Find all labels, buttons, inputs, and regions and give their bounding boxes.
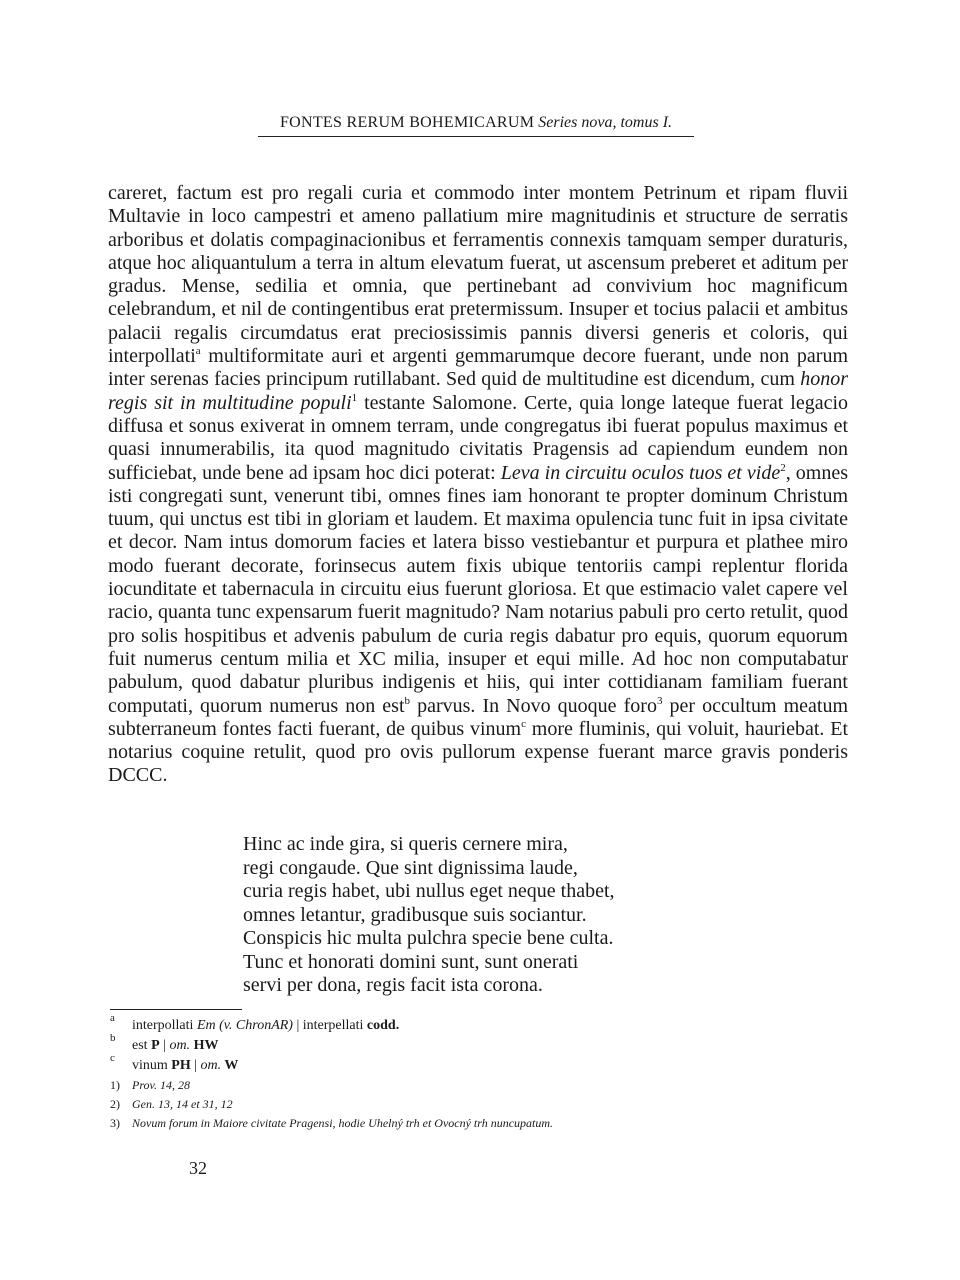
note-siglum: P [151, 1038, 160, 1053]
text-segment-2: multiformitate auri et argenti gemmarumque decore fuerant, unde non parum inter serenas facies principum rutillabant. Sed quid de multitudine est dicendum, cum [108, 345, 848, 391]
note-mark: 2) [110, 1097, 120, 1111]
footnote-divider [110, 1009, 242, 1010]
note-text: interpollati [132, 1018, 197, 1033]
quotation-2: Leva in circuitu oculos tuos et vide [500, 461, 781, 484]
main-paragraph [108, 182, 848, 788]
verse-line: servi per dona, regis facit ista corona. [243, 974, 543, 996]
apparatus-note-a [110, 1012, 850, 1036]
verse-line: regi congaude. Que sint dignissima laude, [243, 856, 578, 879]
verse-line: Conspicis hic multa pulchra specie bene culta. [243, 927, 614, 949]
note-ref-c: c [521, 717, 526, 730]
text-segment-6: per occultum meatum subterraneum fontes facti fuerant, de quibus vinum [108, 694, 849, 740]
note-text: | interpellati [292, 1018, 367, 1033]
note-mark: c [110, 1052, 115, 1064]
note-italic: Prov. 14, 28 [132, 1078, 190, 1092]
note-siglum: W [221, 1058, 239, 1073]
text-segment-4: , omnes isti congregati sunt, venerunt tibi, omnes fines iam honorant te propter dominum Christum tuum, qui unctus est tibi in gloriam et laudem. Et maxima opulencia tunc fuit in ipsa civitate et decor. Nam intus domorum facies et latera bisso vestiebantur et purpura et plathee miro modo fuerant decorate, forinsecus autem fixis ubique tentoriis campi replentur florida iocunditate et tabernacula in circuitu eius fuerunt gloriosa. Et que estimacio valet capere vel racio, quanta tunc expensarum fuerit magnitudo? Nam notarius pabuli pro certo retulit, quod pro solis hospitibus et advenis pabulum de curia regis dabatur pro equis, quorum equorum fuit numerus centum milia et XC milia, insuper et equi mille. Ad hoc non computabatur pabulum, quod dabatur pluribus indigenis et hiis, qui inter cottidianam familiam fuerant computati, quorum numerus non est [108, 461, 849, 717]
note-italic: Gen. 13, 14 et 31, 12 [132, 1097, 233, 1111]
note-italic: om. [200, 1058, 222, 1073]
note-text: est [132, 1038, 152, 1053]
text-segment-5: parvus. In Novo quoque foro [410, 694, 657, 717]
verse-line: Hinc ac inde gira, si queris cernere mira, [243, 833, 568, 855]
note-ref-a: a [195, 345, 201, 358]
text-segment-3: testante Salomone. Certe, quia longe lateque fuerat legacio diffusa et sonus exiverat in omnem terram, unde congregatus ibi fuerat populus maximus et quasi innumerabilis, ita quod magnitudo civitatis Pragensis ad capiendum eundem non sufficiebat, unde bene ad ipsam hoc dici poterat: [108, 391, 849, 484]
note-ref-b: b [404, 694, 411, 707]
source-note-3 [110, 1114, 850, 1133]
note-text: | [190, 1058, 201, 1073]
apparatus-note-c [110, 1052, 850, 1076]
apparatus-note-b [110, 1032, 850, 1056]
source-note-1 [110, 1076, 850, 1095]
note-mark: a [110, 1012, 115, 1024]
source-note-2 [110, 1095, 850, 1114]
note-siglum: PH [171, 1058, 191, 1073]
header-series: Series nova, tomus I. [538, 114, 673, 131]
note-ref-2: 2 [780, 461, 786, 474]
verse-line: omnes letantur, gradibusque suis sociantur. [243, 903, 587, 926]
note-italic: om. [169, 1038, 191, 1053]
verse-line: curia regis habet, ubi nullus eget neque thabet, [243, 880, 615, 902]
note-text: | [159, 1038, 170, 1053]
note-ref-3: 3 [656, 694, 663, 707]
note-italic: Novum forum in Maiore civitate Pragensi, hodie Uhelný trh et Ovocný trh nuncupatum. [132, 1116, 554, 1130]
quotation-1: honor regis sit in multitudine populi [108, 368, 848, 414]
note-text: vinum [132, 1058, 172, 1073]
note-siglum: codd. [366, 1018, 400, 1033]
note-ref-1: 1 [351, 391, 358, 404]
header-title: FONTES RERUM BOHEMICARUM [279, 114, 535, 131]
running-header [258, 112, 694, 137]
verse-block [243, 833, 743, 998]
main-text [108, 182, 848, 788]
note-mark: 3) [110, 1116, 120, 1130]
verse-line: Tunc et honorati domini sunt, sunt onerati [243, 950, 579, 973]
note-mark: b [110, 1032, 116, 1044]
note-mark: 1) [110, 1078, 120, 1092]
note-siglum: HW [190, 1038, 219, 1053]
footnotes [110, 1012, 850, 1133]
text-segment-7: more fluminis, qui voluit, hauriebat. Et notarius coquine retulit, quod pro ovis pullorum expense fuerant marce gravis ponderis DCCC. [108, 717, 848, 787]
page-number: 32 [189, 1158, 207, 1178]
note-italic: Em (v. ChronAR) [196, 1018, 293, 1033]
text-segment-1: careret, factum est pro regali curia et commodo inter montem Petrinum et ripam fluvii Multavie in loco campestri et ameno pallatium mire magnitudinis et structure de serratis arboribus et dolatis compaginacionibus et ferramentis connexis tamquam semper duraturis, atque hoc aliquantulum a terra in altum elevatum fuerat, ut ascensum preberet et aditum per gradus. Mense, sedilia et omnia, que pertinebant ad convivium hoc magnificum celebrandum, et nil de contingentibus erat pretermissum. Insuper et tocius palacii et ambitus palacii regalis circumdatus erat preciosissimis pannis diversi generis et coloris, qui interpollati [108, 182, 848, 368]
